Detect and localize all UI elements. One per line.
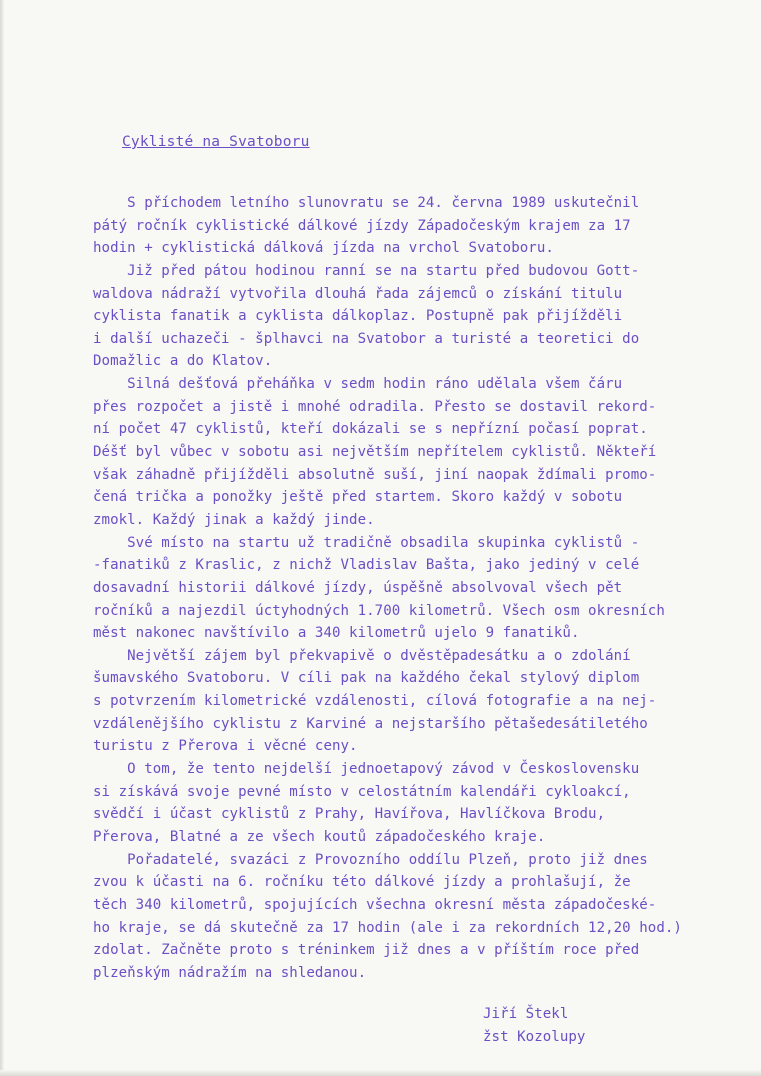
text-line: zdolat. Začněte proto s tréninkem již dnes a v příštím roce před [93, 942, 640, 959]
text-line: čená trička a ponožky ještě před startem. Skoro každý v sobotu [93, 489, 623, 506]
article-title: Cyklisté na Svatoboru [122, 134, 310, 150]
text-line: O tom, že tento nejdelší jednoetapový závod v Československu [93, 761, 640, 778]
text-line: Největší zájem byl překvapivě o dvěstěpadesátku a o zdolání [93, 647, 631, 664]
text-line: ročníků a najezdil úctyhodných 1.700 kilometrů. Všech osm okresních [93, 602, 665, 619]
signature-name: Jiří Štekl [483, 1006, 569, 1022]
text-line: si získává svoje pevné místo v celostátním kalendáři cykloakcí, [93, 783, 631, 800]
signature-organization: žst Kozolupy [483, 1028, 586, 1045]
text-line: hodin + cyklistická dálková jízda na vrchol Svatoboru. [93, 240, 554, 257]
text-line: pátý ročník cyklistické dálkové jízdy Západočeským krajem za 17 [93, 217, 631, 234]
text-line: cyklista fanatik a cyklista dálkoplaz. Postupně pak přijížděli [93, 308, 623, 325]
paper-edge-bottom [0, 1070, 761, 1076]
text-line: však záhadně přijížděli absolutně suší, jiní naopak ždímali promo- [93, 466, 657, 483]
text-line: zvou k účasti na 6. ročníku této dálkové jízdy a prohlašují, že [93, 874, 631, 891]
text-line: Pořadatelé, svazáci z Provozního oddílu Plzeň, proto již dnes [93, 851, 648, 868]
text-line: dosavadní historii dálkové jízdy, úspěšně absolvoval všech pět [93, 579, 623, 596]
text-line: -fanatiků z Kraslic, z nichž Vladislav Bašta, jako jediný v celé [93, 557, 640, 574]
text-line: zmokl. Každý jinak a každý jinde. [93, 511, 375, 528]
text-line: turistu z Přerova i věcné ceny. [93, 738, 358, 755]
text-line: vzdálenějšího cyklistu z Karviné a nejstaršího pětašedesátiletého [93, 715, 648, 732]
text-line: Přerova, Blatné a ze všech koutů západočeského kraje. [93, 828, 546, 845]
text-line: Již před pátou hodinou ranní se na startu před budovou Gott- [93, 262, 640, 279]
text-line: waldova nádraží vytvořila dlouhá řada zájemců o získání titulu [93, 285, 623, 302]
text-line: měst nakonec navštívilo a 340 kilometrů ujelo 9 fanatiků. [93, 625, 580, 642]
text-line: Své místo na startu už tradičně obsadila skupinka cyklistů - [93, 534, 640, 551]
paper-edge-left [0, 0, 4, 1076]
signature-block [483, 1003, 585, 1048]
text-line: plzeňským nádražím na shledanou. [93, 964, 367, 981]
text-line: svědčí i účast cyklistů z Prahy, Havířova, Havlíčkova Brodu, [93, 806, 606, 823]
text-line: S příchodem letního slunovratu se 24. června 1989 uskutečnil [93, 195, 640, 211]
text-line: přes rozpočet a jistě i mnohé odradila. Přesto se dostavil rekord- [93, 398, 657, 415]
text-line: ho kraje, se dá skutečně za 17 hodin (ale i za rekordních 12,20 hod.) [93, 919, 682, 936]
text-line: Déšť byl vůbec v sobotu asi největším nepřítelem cyklistů. Někteří [93, 444, 657, 461]
text-line: těch 340 kilometrů, spojujících všechna okresní města západočeské- [93, 896, 657, 913]
text-line: Silná dešťová přeháňka v sedm hodin ráno udělala všem čáru [93, 376, 623, 393]
text-line: s potvrzením kilometrické vzdálenosti, cílová fotografie a na nej- [93, 693, 657, 710]
text-line: i další uchazeči - šplhavci na Svatobor a turisté a teoretici do [93, 330, 640, 347]
text-line: ní počet 47 cyklistů, kteří dokázali se s nepřízní počasí poprat. [93, 421, 648, 438]
text-line: šumavského Svatoboru. V cíli pak na každého čekal stylový diplom [93, 670, 640, 687]
text-line: Domažlic a do Klatov. [93, 353, 273, 370]
article-body [93, 192, 723, 984]
